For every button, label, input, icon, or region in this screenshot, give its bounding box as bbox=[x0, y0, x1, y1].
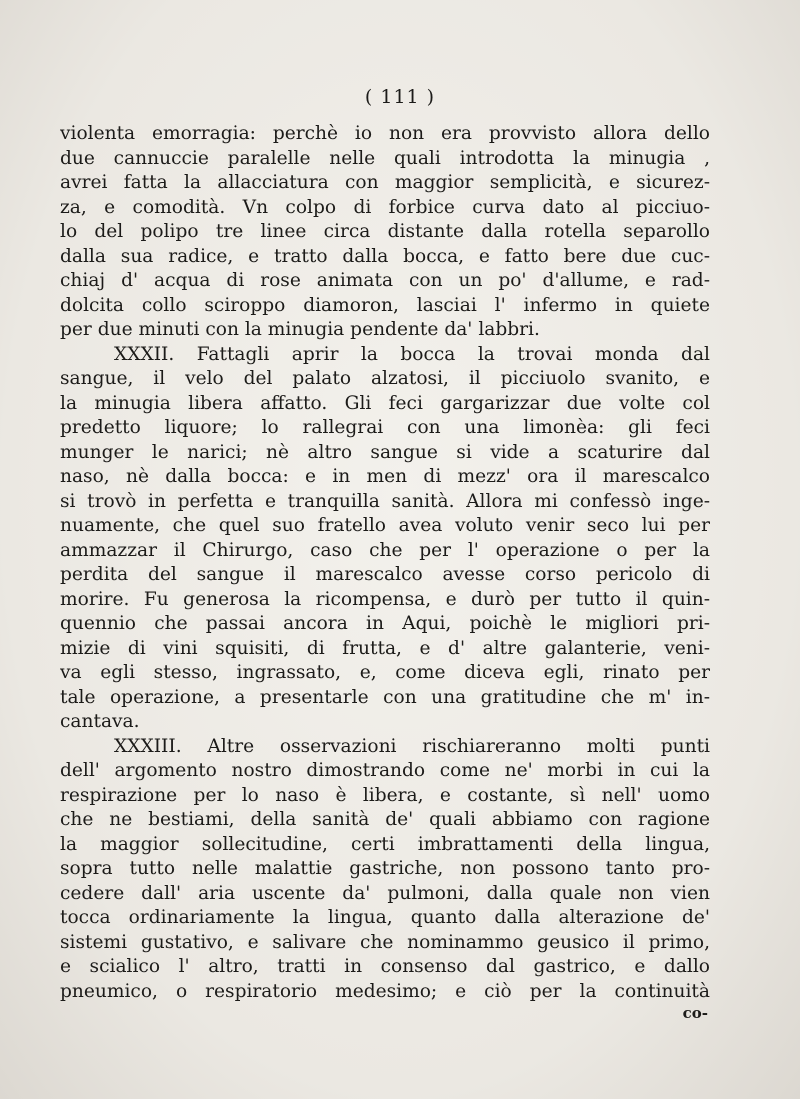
text-line: naso, nè dalla bocca: e in men di mezz' ora il marescalco bbox=[60, 466, 710, 487]
text-line: che ne bestiami, della sanità de' quali abbiamo con ragione bbox=[60, 809, 710, 830]
text-line: chiaj d' acqua di rose animata con un po' d'allume, e rad- bbox=[60, 270, 710, 291]
text-line: si trovò in perfetta e tranquilla sanità. Allora mi confessò inge- bbox=[60, 490, 710, 512]
text-line: morire. Fu generosa la ricompensa, e durò per tutto il quin- bbox=[60, 588, 710, 610]
text-line: ammazzar il Chirurgo, caso che per l' operazione o per la bbox=[60, 539, 710, 561]
text-line: pneumico, o respiratorio medesimo; e ciò per la continuità bbox=[60, 980, 710, 1002]
text-line: due cannuccie paralelle nelle quali introdotta la minugia , bbox=[60, 147, 710, 169]
text-line: predetto liquore; lo rallegrai con una limonèa: gli feci bbox=[60, 417, 710, 438]
text-line: cantava. bbox=[60, 711, 140, 732]
body-text bbox=[60, 122, 710, 1004]
text-line: munger le narici; nè altro sangue si vide a scaturire dal bbox=[60, 441, 710, 463]
text-line: avrei fatta la allacciatura con maggior semplicità, e sicurez- bbox=[60, 172, 710, 193]
text-line: dalla sua radice, e tratto dalla bocca, e fatto bere due cuc- bbox=[60, 245, 710, 267]
text-line: per due minuti con la minugia pendente da' labbri. bbox=[60, 319, 540, 340]
text-line: dell' argomento nostro dimostrando come ne' morbi in cui la bbox=[60, 760, 710, 781]
text-line: sangue, il velo del palato alzatosi, il picciuolo svanito, e bbox=[60, 368, 710, 389]
text-line: respirazione per lo naso è libera, e costante, sì nell' uomo bbox=[60, 784, 710, 806]
text-line: lo del polipo tre linee circa distante dalla rotella separollo bbox=[60, 221, 710, 242]
text-line: perdita del sangue il marescalco avesse corso pericolo di bbox=[60, 564, 710, 585]
text-line: e scialico l' altro, tratti in consenso dal gastrico, e dallo bbox=[60, 956, 710, 977]
text-line: la maggior sollecitudine, certi imbrattamenti della lingua, bbox=[60, 833, 710, 855]
paragraph-line bbox=[60, 735, 710, 760]
text-line: cedere dall' aria uscente da' pulmoni, dalla quale non vien bbox=[60, 882, 710, 904]
text-line: sistemi gustativo, e salivare che nominammo geusico il primo, bbox=[60, 931, 710, 953]
text-line: violenta emorragia: perchè io non era provvisto allora dello bbox=[60, 123, 710, 144]
paragraph-line bbox=[60, 343, 710, 368]
text-line: va egli stesso, ingrassato, e, come diceva egli, rinato per bbox=[60, 662, 710, 683]
page-number: ( 111 ) bbox=[364, 86, 436, 108]
text-line: tale operazione, a presentarle con una gratitudine che m' in- bbox=[60, 686, 710, 708]
section-xxxiii-start: XXXIII. Altre osservazioni rischiareranno molti punti bbox=[114, 735, 710, 757]
section-xxxii-start: XXXII. Fattagli aprir la bocca la trovai monda dal bbox=[114, 343, 710, 365]
text-line: dolcita collo sciroppo diamoron, lasciai l' infermo in quiete bbox=[60, 294, 710, 316]
catchword: co- bbox=[682, 1004, 708, 1022]
text-line: quennio che passai ancora in Aqui, poichè le migliori pri- bbox=[60, 613, 710, 634]
text-line: mizie di vini squisiti, di frutta, e d' altre galanterie, veni- bbox=[60, 637, 710, 659]
text-line: nuamente, che quel suo fratello avea voluto venir seco lui per bbox=[60, 515, 710, 536]
text-line: tocca ordinariamente la lingua, quanto dalla alterazione de' bbox=[60, 907, 710, 928]
text-line: la minugia libera affatto. Gli feci gargarizzar due volte col bbox=[60, 392, 710, 414]
text-line: sopra tutto nelle malattie gastriche, non possono tanto pro- bbox=[60, 858, 710, 879]
text-line: za, e comodità. Vn colpo di forbice curva dato al picciuo- bbox=[60, 196, 710, 218]
